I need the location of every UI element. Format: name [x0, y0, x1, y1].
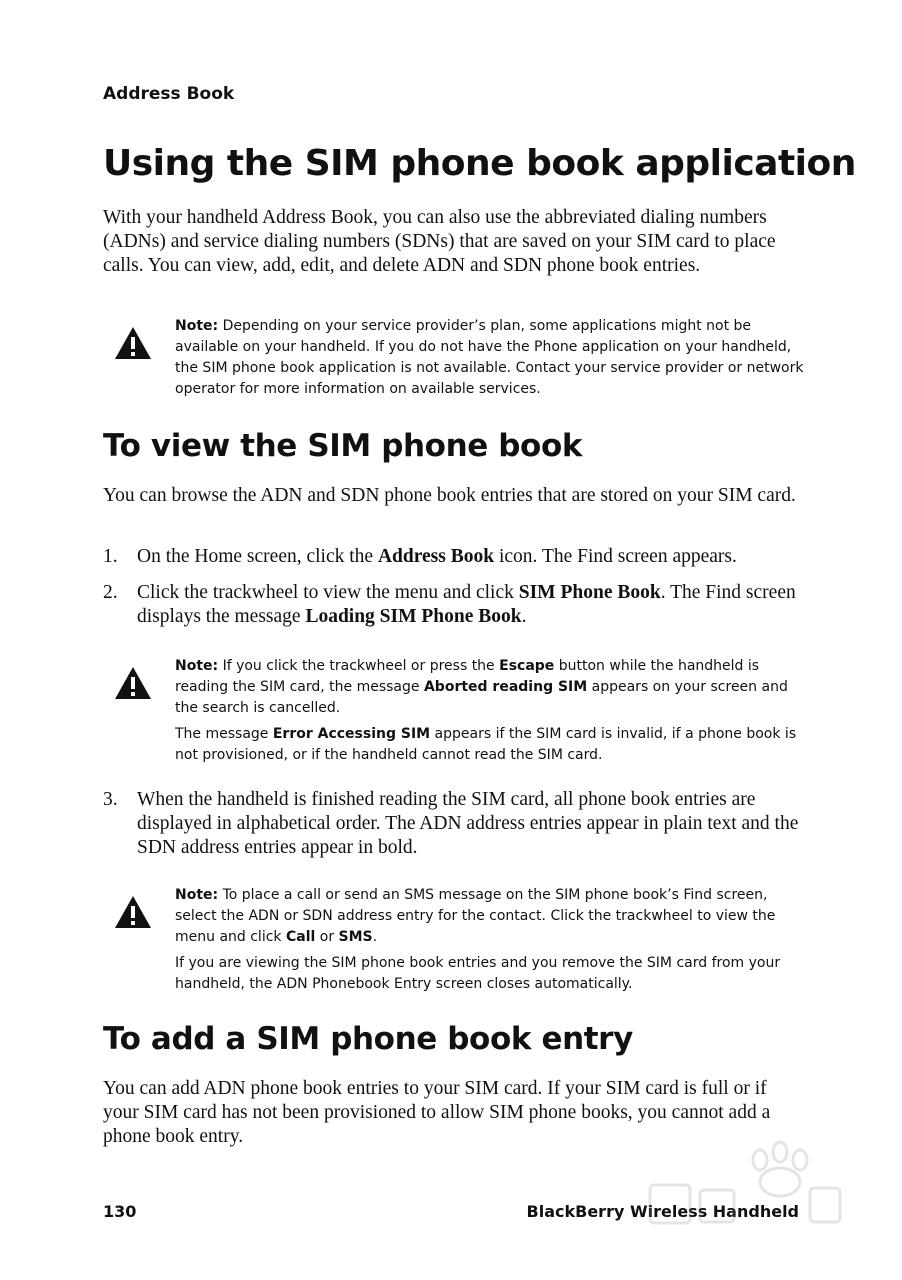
- section-heading: To view the SIM phone book: [103, 428, 583, 464]
- step-number: 1.: [103, 546, 118, 567]
- warning-icon: [114, 326, 152, 360]
- note-text: [175, 316, 805, 405]
- step-text: Click the trackwheel to view the menu and click SIM Phone Book. The Find screen displays the message Loading SIM Phone Book.: [137, 582, 796, 627]
- note-label: Note:: [175, 318, 219, 334]
- running-header: Address Book: [103, 84, 235, 104]
- footer-book-title: BlackBerry Wireless Handheld: [526, 1202, 799, 1221]
- section-heading: To add a SIM phone book entry: [103, 1021, 633, 1057]
- watermark-logo: [640, 1140, 850, 1250]
- page-title: Using the SIM phone book application: [103, 143, 856, 184]
- section-intro: You can add ADN phone book entries to your SIM card. If your SIM card is full or if your SIM card has not been provisioned to allow SIM phone books, you cannot add a phone book entry.: [103, 1078, 771, 1147]
- warning-icon: [114, 666, 152, 700]
- note-text: Note: To place a call or send an SMS message on the SIM phone book’s Find screen, select the ADN or SDN address entry for the contact. Click the trackwheel to view the menu and click Call or SMS. If you are viewing the SIM phone book entries and you remove the SIM card from your handheld, the ADN Phonebook Entry screen closes automatically.: [175, 887, 781, 992]
- note-label: Note:: [175, 658, 219, 674]
- page-number: 130: [103, 1202, 137, 1221]
- note-body: Depending on your service provider’s plan, some applications might not be available on your handheld. If you do not have the Phone application on your handheld, the SIM phone book application is not available. Contact your service provider or network operator for more information on available services.: [175, 318, 804, 397]
- note-text: Note: If you click the trackwheel or press the Escape button while the handheld is reading the SIM card, the message Aborted reading SIM appears on your screen and the search is cancelled. The message Error Accessing SIM appears if the SIM card is invalid, if a phone book is not provisioned, or if the handheld cannot read the SIM card.: [175, 658, 797, 763]
- intro-paragraph: With your handheld Address Book, you can also use the abbreviated dialing numbers (ADNs) and service dialing numbers (SDNs) that are saved on your SIM card to place calls. You can view, add, edit, and delete ADN and SDN phone book entries.: [103, 207, 776, 276]
- note-label: Note:: [175, 887, 219, 903]
- step-text: When the handheld is finished reading the SIM card, all phone book entries are displayed in alphabetical order. The ADN address entries appear in plain text and the SDN address entries appear in bold.: [137, 789, 799, 858]
- section-intro: You can browse the ADN and SDN phone book entries that are stored on your SIM card.: [103, 485, 796, 506]
- step-number: 2.: [103, 582, 118, 603]
- warning-icon: [114, 895, 152, 929]
- step-text: On the Home screen, click the Address Book icon. The Find screen appears.: [137, 546, 737, 567]
- step-number: 3.: [103, 789, 118, 810]
